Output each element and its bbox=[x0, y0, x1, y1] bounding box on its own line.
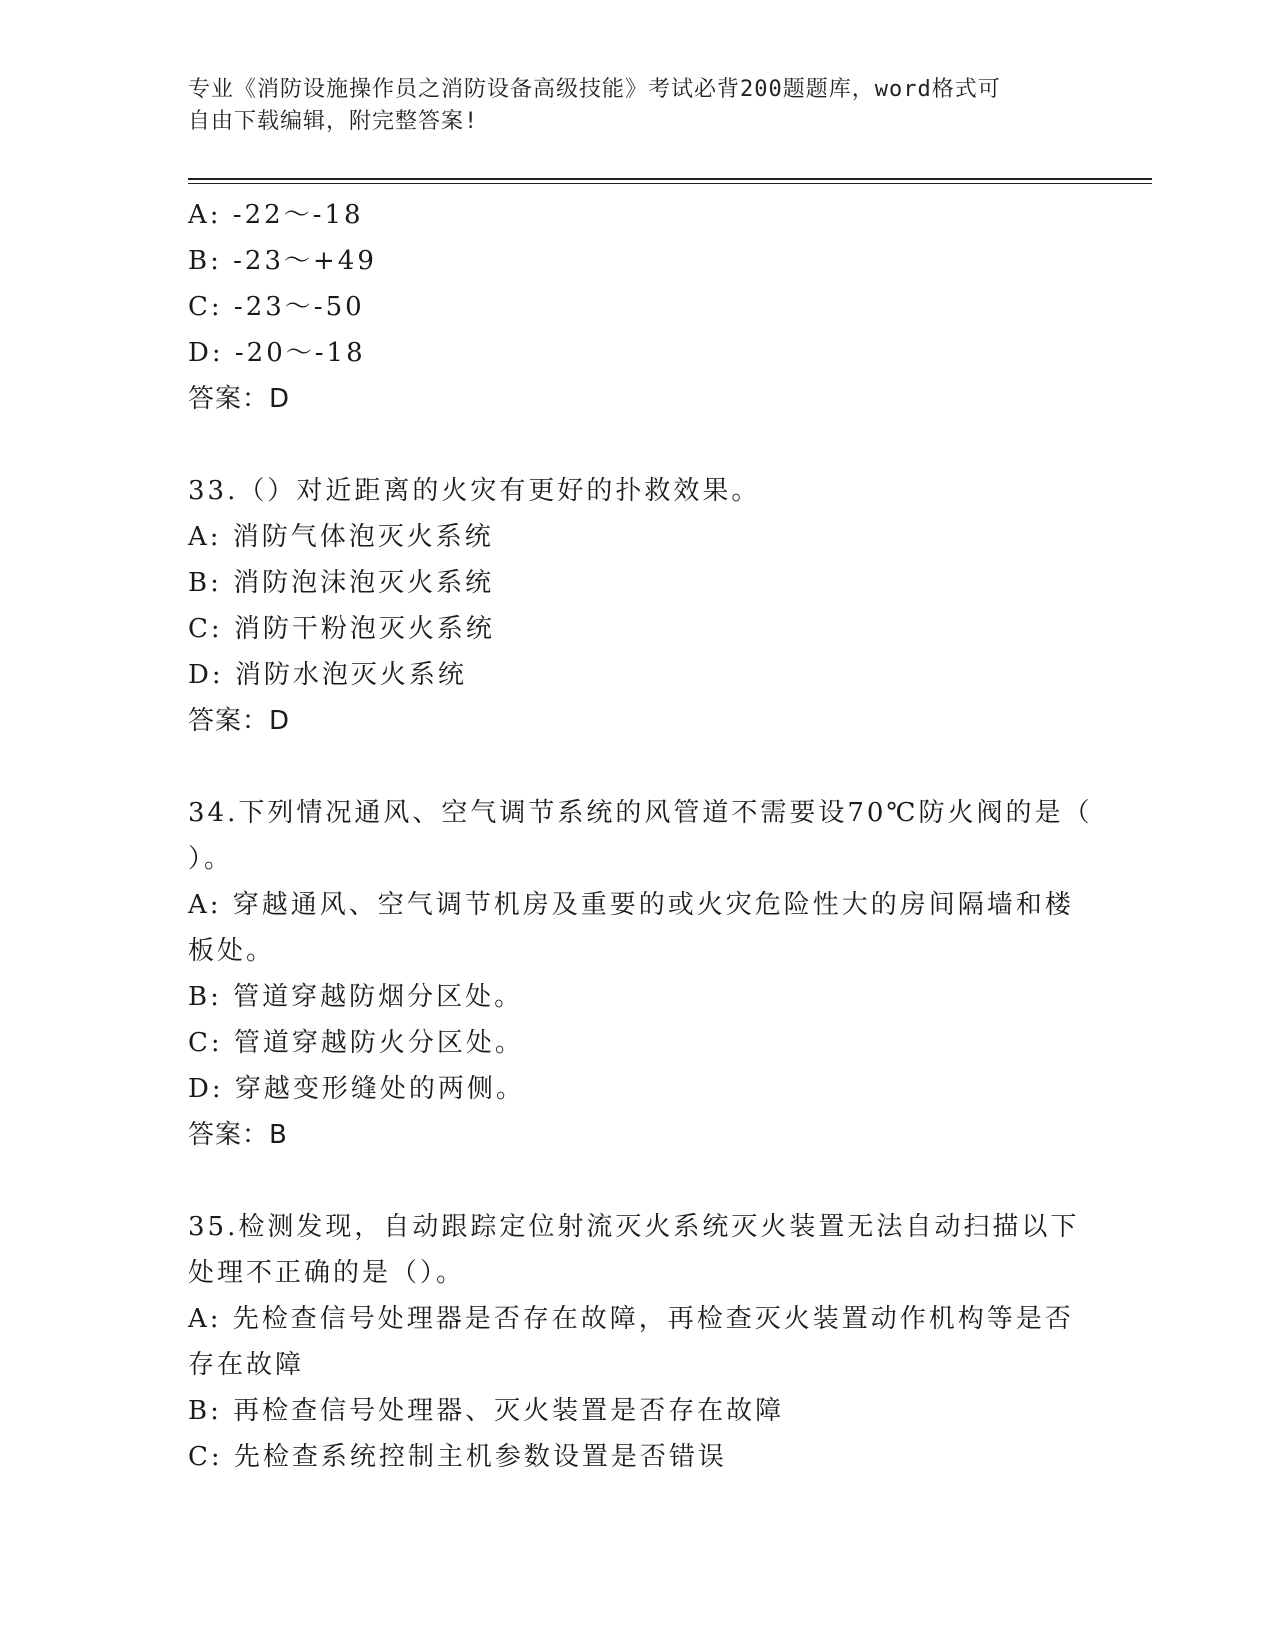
option-b: B: -23～+49 bbox=[188, 246, 377, 276]
option-d: D: 穿越变形缝处的两侧。 bbox=[188, 1074, 525, 1104]
option-c: C: 消防干粉泡灭火系统 bbox=[188, 614, 495, 644]
option-a-line-1: A: 先检查信号处理器是否存在故障，再检查灭火装置动作机构等是否 bbox=[188, 1304, 1074, 1334]
header-divider-thick bbox=[188, 178, 1152, 180]
question-35 bbox=[188, 1204, 1088, 1480]
option-b: B: 管道穿越防烟分区处。 bbox=[188, 982, 524, 1012]
question-text: 33.（）对近距离的火灾有更好的扑救效果。 bbox=[188, 476, 761, 506]
answer-label: 答案：D bbox=[188, 706, 291, 736]
question-text-line-2: 处理不正确的是（）。 bbox=[188, 1258, 466, 1288]
header-line-2: 自由下载编辑，附完整答案! bbox=[188, 109, 479, 134]
answer-label: 答案：B bbox=[188, 1120, 288, 1150]
question-list bbox=[188, 192, 1093, 1480]
option-a: A: 消防气体泡灭火系统 bbox=[188, 522, 494, 552]
header-divider-thin bbox=[188, 183, 1152, 184]
question-text-line-1: 35.检测发现，自动跟踪定位射流灭火系统灭火装置无法自动扫描以下 bbox=[188, 1212, 1080, 1242]
option-a-line-2: 存在故障 bbox=[188, 1350, 305, 1380]
spacer bbox=[188, 422, 1088, 468]
option-c: C: -23～-50 bbox=[188, 292, 365, 322]
question-32-options bbox=[188, 192, 1088, 422]
option-c: C: 管道穿越防火分区处。 bbox=[188, 1028, 524, 1058]
question-text-line-2: ）。 bbox=[188, 844, 234, 874]
option-c: C: 先检查系统控制主机参数设置是否错误 bbox=[188, 1442, 727, 1472]
spacer bbox=[188, 1158, 1088, 1204]
option-a-line-1: A: 穿越通风、空气调节机房及重要的或火灾危险性大的房间隔墙和楼 bbox=[188, 890, 1074, 920]
option-d: D: 消防水泡灭火系统 bbox=[188, 660, 467, 690]
option-b: B: 消防泡沫泡灭火系统 bbox=[188, 568, 495, 598]
question-33 bbox=[188, 468, 1088, 744]
answer-label: 答案：D bbox=[188, 384, 291, 414]
question-text-line-1: 34.下列情况通风、空气调节系统的风管道不需要设70℃防火阀的是（ bbox=[188, 798, 1093, 828]
document-header bbox=[188, 74, 1088, 138]
option-d: D: -20～-18 bbox=[188, 338, 366, 368]
spacer bbox=[188, 744, 1088, 790]
question-34 bbox=[188, 790, 1093, 1158]
option-a: A: -22～-18 bbox=[188, 200, 364, 230]
option-a-line-2: 板处。 bbox=[188, 936, 276, 966]
header-line-1: 专业《消防设施操作员之消防设备高级技能》考试必背200题题库，word格式可 bbox=[188, 77, 1001, 102]
option-b: B: 再检查信号处理器、灭火装置是否存在故障 bbox=[188, 1396, 785, 1426]
